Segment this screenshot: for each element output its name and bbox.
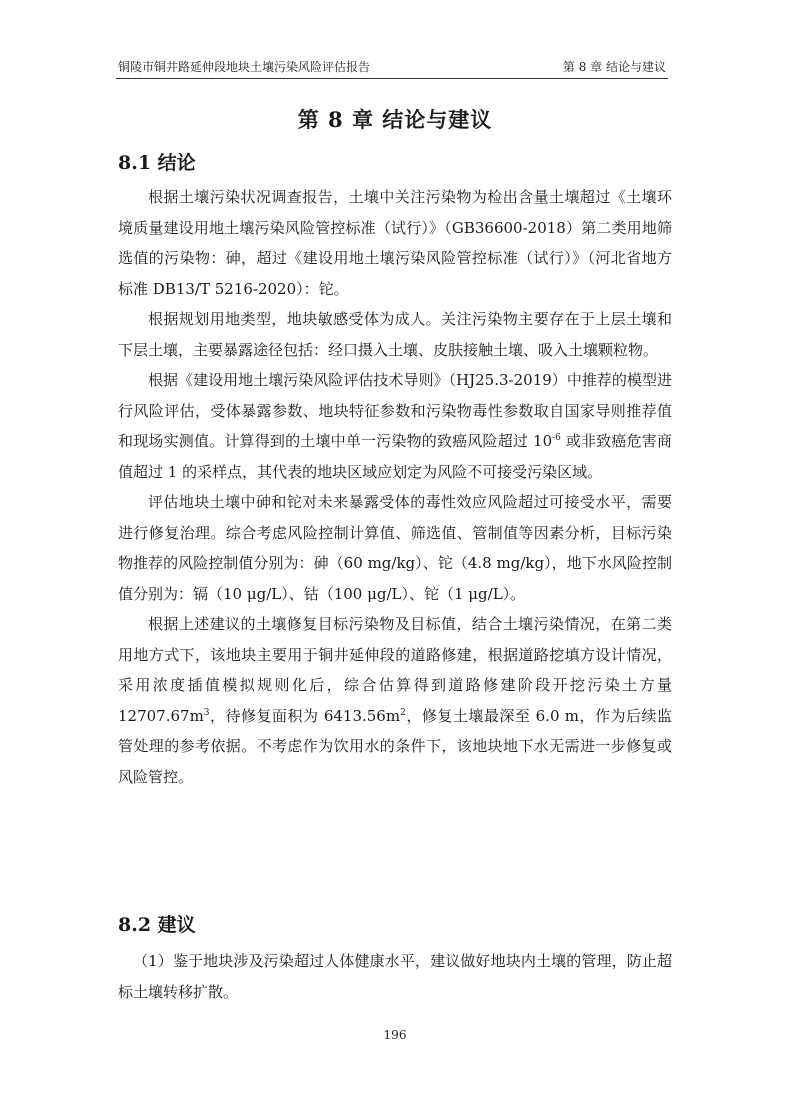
paragraph: 根据规划用地类型，地块敏感受体为成人。关注污染物主要存在于上层土壤和下层土壤，主要暴露途径包括：经口摄入土壤、皮肤接触土壤、吸入土壤颗粒物。 (118, 310, 672, 359)
text-run: ，待修复面积为 6413.56m (209, 706, 401, 725)
paragraph: 根据土壤污染状况调查报告，土壤中关注污染物为检出含量土壤超过《土壤环境质量建设用地土壤污染风险管控标准（试行）》（GB36600-2018）第二类用地筛选值的污染物：砷，超过《建设用地土壤污染风险管控标准（试行）》（河北省地方标准 DB13/T 5216-2020）：铊。 (118, 188, 672, 298)
section-title-conclusion: 8.1 结论 (118, 152, 196, 174)
text-run: 根据《建设用地土壤污染风险评估技术导则》（HJ25.3-2019）中推荐的模型进行风险评估，受体暴露参数、地块特征参数和污染物毒性参数取自国家导则推荐值和现场实测值。计算得到的土壤中单一污染物的致癌风险超过 10 (118, 371, 672, 450)
section-title-suggestion: 8.2 建议 (118, 914, 196, 936)
superscript: 3 (203, 707, 210, 718)
paragraph (118, 609, 672, 792)
paragraph: （1）鉴于地块涉及污染超过人体健康水平，建议做好地块内土壤的管理，防止超标土壤转移扩散。 (118, 952, 672, 1001)
header-report-title: 铜陵市铜井路延伸段地块土壤污染风险评估报告 (118, 60, 371, 74)
page-number: 196 (383, 1028, 407, 1042)
header-chapter: 第 8 章 结论与建议 (562, 60, 666, 74)
page-header (116, 52, 668, 79)
text-run: 根据上述建议的土壤修复目标污染物及目标值，结合土壤污染情况，在第二类用地方式下，该地块主要用于铜井延伸段的道路修建，根据道路挖填方设计情况，采用浓度插值模拟规则化后，综合估算得到道路修建阶段开挖污染土方量 12707.67m (118, 615, 672, 725)
paragraph: 评估地块土壤中砷和铊对未来暴露受体的毒性效应风险超过可接受水平，需要进行修复治理。综合考虑风险控制计算值、筛选值、管制值等因素分析，目标污染物推荐的风险控制值分别为：砷（60 mg/kg）、铊（4.8 mg/kg），地下水风险控制值分别为：镉（10 μg/L）、钴（100 μg/L）、铊（1 μg/L）。 (118, 493, 672, 603)
text-run: 或非致癌危害商值超过 1 的采样点，其代表的地块区域应划定为风险不可接受污染区域。 (118, 432, 672, 481)
text-run: ，修复土壤最深至 6.0 m，作为后续监管处理的参考依据。不考虑作为饮用水的条件下，该地块地下水无需进一步修复或风险管控。 (118, 706, 672, 786)
conclusion-body (118, 182, 672, 792)
superscript: -6 (552, 433, 561, 443)
superscript: 2 (400, 707, 406, 718)
paragraph (118, 365, 672, 487)
chapter-title: 第 8 章 结论与建议 (297, 107, 493, 132)
suggestion-body (118, 946, 672, 1007)
